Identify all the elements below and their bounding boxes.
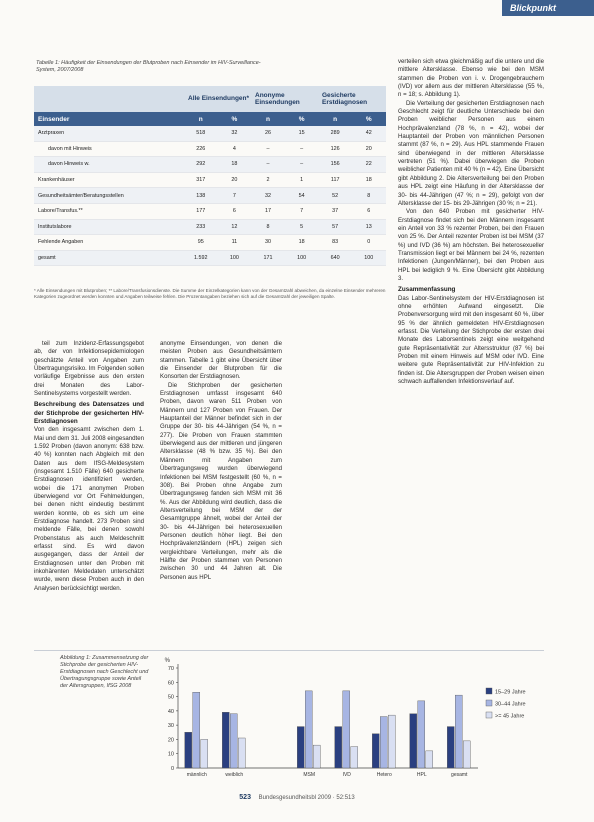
bar bbox=[185, 732, 192, 768]
group-header-anonymous: Anonyme Einsendungen bbox=[255, 91, 300, 106]
y-tick-label: 0 bbox=[170, 766, 174, 772]
table-row bbox=[34, 204, 386, 220]
paragraph: Die Stichproben der gesicherten Erstdiagnosen umfasst insgesamt 640 Proben, davon waren 511 Proben von Männern und 127 Proben von Frauen. Der Hauptanteil der Männer befindet sich in der Gruppe der 30- bis 44-Jährigen (54 %, n = 277). Die Proben von Frauen stammten überwiegend aus der mittleren und jüngeren Altersklasse (48 % bzw. 35 %). Bei den Männern mit Angaben zum Übertragungsweg wurden überwiegend Infektionen bei MSM festgestellt (60 %, n = 308). Bei Proben ohne Angabe zum Übertragungsweg fanden sich MSM mit 36 %. Aus der Abbildung wird deutlich, dass die Altersverteilung bei MSM der der Gesamtgruppe ähnelt, wobei der Anteil der 30- bis 44-Jährigen bei heterosexuellen Personen deutlich höher liegt. Bei den Hochprävalenzländern (HPL) zeigen sich vergleichbare Verteilungen, mehr als die Hälfte der Proben stammen von Personen zwischen 30 und 44 Jahren alt. Die Personen aus HPL bbox=[160, 381, 282, 581]
table-cell: 4 bbox=[232, 145, 236, 152]
table-row bbox=[34, 235, 386, 251]
table-cell: 518 bbox=[196, 130, 206, 137]
table-cell: 100 bbox=[229, 255, 239, 262]
table-cell: 2 bbox=[266, 177, 270, 184]
table-cell: 32 bbox=[231, 130, 238, 137]
paragraph: Das Labor-Sentinelsystem der HIV-Erstdiagnosen ist ohne erhöhten Aufwand eingesetzt. Die Probenversorgung wird mit den insgesamt 60 %, über 95 % der ähnlich gemeldeten HIV-Erstdiagnosen erfasst. Die Verteilung der Stichprobe der ersten drei Monate des Laborsentinels zeigt eine weitgehend gute Repräsentativität zur Altersstruktur (87 %) bei Proben mit einem Hinweis auf MSM oder IVD. Eine weitere gute Repräsentativität zur HIV-Infektion zu finden ist. Die Altersgruppen der Proben weisen einen schwach auffallenden Infektionsverlauf auf. bbox=[398, 294, 544, 386]
table-cell: 640 bbox=[330, 255, 340, 262]
bar bbox=[426, 751, 433, 768]
table-cell: 100 bbox=[297, 255, 307, 262]
table-cell: 289 bbox=[330, 130, 340, 137]
row-label: gesamt bbox=[38, 255, 56, 262]
table-row bbox=[34, 220, 386, 236]
legend-swatch bbox=[486, 712, 492, 718]
row-label: Arztpraxen bbox=[38, 130, 65, 137]
table-cell: 233 bbox=[196, 223, 206, 230]
bar bbox=[447, 727, 454, 768]
figure-caption: Abbildung 1: Zusammensetzung der Stichprobe der gesicherten HIV-Erstdiagnosen nach Geschlecht und Übertragungsgruppe sowie Anteil der Altersgruppen, IfSG 2008 bbox=[60, 655, 149, 689]
section-heading: Beschreibung des Datensatzes und der Stichprobe der gesicherten HIV-Erstdiagnosen bbox=[34, 401, 144, 425]
paragraph: anonyme Einsendungen, von denen die meisten Proben aus Gesundheitsämtern stammen. Tabelle 1 gibt eine Übersicht über die Einsender der Blutproben für die Konsorten der Erstdiagnosen. bbox=[160, 340, 282, 381]
bar bbox=[410, 714, 417, 768]
row-label: Labore/Transfus.** bbox=[38, 208, 83, 215]
table-cell: 171 bbox=[263, 255, 273, 262]
table-cell: – bbox=[300, 161, 304, 168]
journal-reference: Bundesgesundheitsbl 2009 · 52:513 bbox=[258, 795, 355, 801]
table-cell: 12 bbox=[231, 223, 238, 230]
subheader-n: n bbox=[265, 115, 270, 123]
table-row bbox=[34, 251, 386, 267]
paragraph: verteilen sich etwa gleichmäßig auf die untere und die mittlere Altersklasse. Ebenso wie bei den MSM stammen die Proben von i. v. Drogengebrauchern (IVD) vor allem aus der mittleren Altersklasse (55 %, n = 18; s. Abbildung 1). bbox=[398, 58, 544, 99]
table-cell: 6 bbox=[232, 208, 236, 215]
table-cell: 156 bbox=[330, 161, 340, 168]
bar bbox=[313, 745, 320, 768]
table-cell: 18 bbox=[231, 161, 238, 168]
bar bbox=[222, 712, 229, 768]
page-footer bbox=[0, 794, 594, 801]
table-cell: 18 bbox=[365, 177, 372, 184]
table-cell: 8 bbox=[367, 192, 371, 199]
table-row bbox=[34, 126, 386, 142]
table-cell: 42 bbox=[365, 130, 372, 137]
group-header-confirmed: Gesicherte Erstdiagnosen bbox=[322, 91, 368, 106]
paragraph: Die Verteilung der gesicherten Erstdiagnosen nach Geschlecht zeigt für deutliche Unterschiede bei den Proben weiblicher Personen aus einem Hochprävalenzland (78 %, n = 42), wobei der Hauptanteil der Proben von männlichen Personen stammt (87 %, n = 29). Aus HPL stammende Frauen sind überwiegend in der mittleren Altersklasse vertreten (51 %). Dabei überwiegen die Proben weiblicher Patienten mit 40 % (n = 42). Eine Übersicht gibt Abbildung 2. Die Altersverteilung bei den Proben aus HPL zeigt eine Häufung in der Altersklasse der 30- bis 44-Jährigen (47 %; n = 29), gefolgt von der Altersklasse der 15- bis 29-Jährigen (30 %; n = 21). bbox=[398, 99, 544, 207]
paragraph: Von den 640 Proben mit gesicherter HIV-Erstdiagnose findet sich bei den Männern insgesamt ein Anteil von 33 % rezenter Proben, bei den Frauen von 25 %. Der Anteil rezenter Proben ist bei MSM (37 %) und IVD (36 %) am höchsten. Bei heterosexueller Transmission liegt er bei Männern bei 24 %, rezenten Infektionen (Jungen/Männer), bei den Proben aus HPL bei lediglich 9 %. Eine Übersicht gibt Abbildung 3. bbox=[398, 208, 544, 282]
figure-divider bbox=[34, 650, 544, 651]
section-heading: Zusammenfassung bbox=[398, 286, 456, 294]
table-row bbox=[34, 173, 386, 189]
table-cell: 15 bbox=[298, 130, 305, 137]
subheader-label: Einsender bbox=[38, 115, 70, 123]
paragraph: teil zum Inzidenz-Erfassungsgebot ab, der von Infektionsepidemiologen geschätzte Anteil von Angaben zum Übertragungsrisiko. Im Folgenden sollen vorläufige Ergebnisse aus den ersten drei Monaten des Labor-Sentinelsystems vorgestellt werden. bbox=[34, 340, 144, 398]
legend-swatch bbox=[486, 700, 492, 706]
bar bbox=[201, 739, 208, 768]
table-cell: 52 bbox=[332, 192, 339, 199]
row-label: Gesundheitsämter/Beratungsstellen bbox=[38, 192, 124, 199]
table-cell: 117 bbox=[330, 177, 340, 184]
row-label: davon Hinweis w. bbox=[48, 161, 90, 168]
table-cell: 317 bbox=[196, 177, 206, 184]
bar bbox=[455, 695, 462, 768]
table-cell: 26 bbox=[264, 130, 271, 137]
bar bbox=[193, 692, 200, 768]
y-tick-label: 20 bbox=[167, 737, 174, 744]
table-cell: 5 bbox=[300, 223, 304, 230]
y-tick-label: 10 bbox=[167, 751, 174, 758]
data-table bbox=[34, 86, 386, 266]
table-group-header bbox=[34, 86, 386, 112]
y-tick-label: 50 bbox=[167, 694, 174, 701]
table-cell: 0 bbox=[367, 239, 371, 246]
row-label: davon mit Hinweis bbox=[48, 145, 92, 152]
table-cell: 18 bbox=[298, 239, 305, 246]
table-row bbox=[34, 157, 386, 173]
table-subheader bbox=[34, 112, 386, 126]
table-cell: 13 bbox=[365, 223, 372, 230]
bar bbox=[418, 701, 425, 768]
y-axis-label: % bbox=[164, 658, 170, 664]
subheader-n: n bbox=[333, 115, 338, 123]
table-cell: 138 bbox=[196, 192, 206, 199]
bar bbox=[388, 715, 395, 768]
table-cell: 292 bbox=[196, 161, 206, 168]
x-tick-label: weiblich bbox=[225, 772, 244, 778]
bar bbox=[297, 727, 304, 768]
table-cell: – bbox=[266, 145, 270, 152]
table-cell: 7 bbox=[232, 192, 236, 199]
table-cell: – bbox=[266, 161, 270, 168]
table-cell: 17 bbox=[264, 208, 271, 215]
bar bbox=[335, 727, 342, 768]
page-number: 523 bbox=[239, 794, 251, 801]
table-cell: 83 bbox=[332, 239, 339, 246]
y-tick-label: 40 bbox=[167, 708, 174, 715]
x-tick-label: IVD bbox=[342, 772, 351, 778]
row-label: Institutslabore bbox=[38, 223, 72, 230]
table-row bbox=[34, 188, 386, 204]
x-tick-label: HPL bbox=[416, 772, 427, 778]
table-footnote: * Alle Einsendungen mit Blutproben; ** Labore/Transfusionsdienste. Die Summe der Einzelkategorien kann von der Gesamtzahl abweichen, da einzelne Einsender mehreren Kategorien zugeordnet werden konnten und Angaben teilweise fehlen. Die Prozentangaben beziehen sich auf die Gesamtzahl der jeweiligen Spalte. bbox=[34, 288, 386, 299]
bar bbox=[351, 747, 358, 768]
x-tick-label: Hetero bbox=[376, 772, 392, 778]
bar bbox=[463, 741, 470, 768]
table-cell: 54 bbox=[298, 192, 305, 199]
x-tick-label: männlich bbox=[186, 772, 207, 778]
x-tick-label: gesamt bbox=[451, 772, 468, 778]
table-body bbox=[34, 126, 386, 266]
section-rubric: Blickpunkt bbox=[502, 0, 594, 16]
table-cell: 20 bbox=[231, 177, 238, 184]
table-cell: 226 bbox=[196, 145, 206, 152]
subheader-pct: % bbox=[231, 115, 238, 123]
table-cell: 32 bbox=[264, 192, 271, 199]
row-label: Fehlende Angaben bbox=[38, 239, 84, 246]
subheader-n: n bbox=[198, 115, 203, 123]
y-tick-label: 60 bbox=[167, 680, 174, 687]
subheader-pct: % bbox=[365, 115, 372, 123]
bar bbox=[372, 734, 379, 768]
table-cell: 7 bbox=[300, 208, 304, 215]
table-cell: 57 bbox=[332, 223, 339, 230]
table-cell: 22 bbox=[365, 161, 372, 168]
y-tick-label: 30 bbox=[167, 723, 174, 730]
y-tick-label: 70 bbox=[167, 666, 174, 672]
legend-label: 15–29 Jahre bbox=[495, 689, 526, 696]
text-column-middle bbox=[160, 340, 282, 582]
table-cell: 100 bbox=[364, 255, 374, 262]
bar bbox=[305, 691, 312, 768]
table-cell: 126 bbox=[330, 145, 340, 152]
legend-label: 30–44 Jahre bbox=[495, 701, 526, 708]
table-cell: 1 bbox=[300, 177, 304, 184]
table-cell: 8 bbox=[266, 223, 270, 230]
table-cell: 95 bbox=[197, 239, 204, 246]
table-cell: 37 bbox=[332, 208, 339, 215]
table-cell: 6 bbox=[367, 208, 371, 215]
table-cell: 1.592 bbox=[194, 255, 208, 262]
subheader-pct: % bbox=[298, 115, 305, 123]
paragraph: Von den insgesamt zwischen dem 1. Mai und dem 31. Juli 2008 eingesandten 1.592 Proben (davon anonym: 638 bzw. 40 %) konnten nach Abgleich mit den Daten aus dem IfSG-Meldesystem (insgesamt 1.510 Fälle) 640 gesicherte Erstdiagnosen identifiziert werden, wobei die 171 anonymen Proben überwiegend vor Ort Fehlmeldungen, bei denen nicht eindeutig bestimmt werden konnte, ob es sich um eine Erstdiagnose handelt. 273 Proben sind meldende Fälle, bei denen sowohl Probenstatus als auch Meldeschnitt erfasst sind. Es wird davon ausgegangen, dass der Anteil der Erstdiagnosen unter den Proben mit inkohärenten Meldedaten unterschätzt wurde, wenn diese Proben auch in den Analysen berücksichtigt werden. bbox=[34, 426, 144, 592]
legend-label: >= 45 Jahre bbox=[495, 713, 525, 720]
table-cell: 11 bbox=[231, 239, 238, 246]
bar bbox=[343, 691, 350, 768]
table-caption: Tabelle 1: Häufigkeit der Einsendungen der Blutproben nach Einsender im HIV-Surveillance-System, 2007/2008 bbox=[36, 60, 261, 73]
table-cell: 177 bbox=[196, 208, 206, 215]
bar bbox=[380, 717, 387, 768]
table-cell: 30 bbox=[264, 239, 271, 246]
table-cell: – bbox=[300, 145, 304, 152]
bar bbox=[230, 714, 237, 768]
table-cell: 20 bbox=[365, 145, 372, 152]
text-column-left bbox=[34, 340, 144, 593]
group-header-all: Alle Einsendungen* bbox=[188, 95, 250, 103]
bar-chart bbox=[150, 652, 550, 792]
bar bbox=[238, 738, 245, 768]
row-label: Krankenhäuser bbox=[38, 177, 75, 184]
text-column-right bbox=[398, 58, 544, 386]
x-tick-label: MSM bbox=[303, 772, 316, 778]
table-row bbox=[34, 142, 386, 158]
legend-swatch bbox=[486, 688, 492, 694]
